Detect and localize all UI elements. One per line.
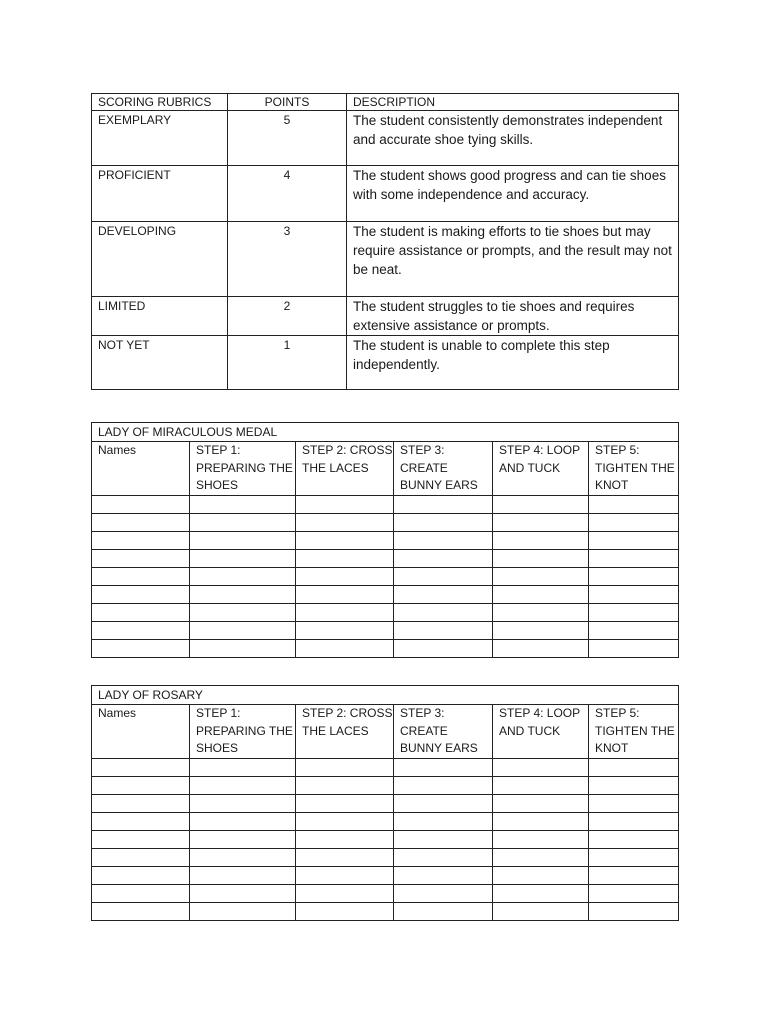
step-score-cell[interactable] [190, 758, 296, 776]
step-score-cell[interactable] [394, 758, 493, 776]
step-score-cell[interactable] [190, 513, 296, 531]
student-row [92, 603, 679, 621]
rubric-description: The student is making efforts to tie shoes but may require assistance or prompts, and the result may not be neat. [347, 222, 679, 297]
step-score-cell[interactable] [493, 794, 589, 812]
rubric-points: 4 [228, 166, 347, 222]
step-score-cell[interactable] [190, 902, 296, 920]
step-3-header: STEP 3: CREATE BUNNY EARS [394, 705, 493, 759]
step-score-cell[interactable] [296, 866, 394, 884]
step-score-cell[interactable] [589, 531, 679, 549]
rubric-description: The student is unable to complete this step independently. [347, 336, 679, 390]
step-score-cell[interactable] [394, 884, 493, 902]
step-1-header: STEP 1: PREPARING THE SHOES [190, 705, 296, 759]
rubric-header-description: DESCRIPTION [347, 94, 679, 111]
step-score-cell[interactable] [296, 830, 394, 848]
step-3-header: STEP 3: CREATE BUNNY EARS [394, 442, 493, 496]
step-score-cell[interactable] [589, 794, 679, 812]
student-name-cell[interactable] [92, 567, 190, 585]
step-1-header: STEP 1: PREPARING THE SHOES [190, 442, 296, 496]
step-score-cell[interactable] [394, 549, 493, 567]
student-row [92, 549, 679, 567]
rubric-row [92, 336, 679, 390]
student-row [92, 776, 679, 794]
student-name-cell[interactable] [92, 549, 190, 567]
step-4-header: STEP 4: LOOP AND TUCK [493, 705, 589, 759]
step-score-cell[interactable] [394, 531, 493, 549]
student-row [92, 902, 679, 920]
step-score-cell[interactable] [296, 794, 394, 812]
class-title: LADY OF ROSARY [92, 686, 679, 705]
names-header: Names [92, 442, 190, 496]
step-score-cell[interactable] [493, 902, 589, 920]
step-score-cell[interactable] [190, 884, 296, 902]
student-name-cell[interactable] [92, 812, 190, 830]
rubric-row [92, 111, 679, 166]
student-name-cell[interactable] [92, 585, 190, 603]
rubric-points: 1 [228, 336, 347, 390]
step-score-cell[interactable] [190, 776, 296, 794]
column-header-row [92, 442, 679, 496]
student-row [92, 513, 679, 531]
student-row [92, 794, 679, 812]
scoring-rubric-table [91, 93, 679, 390]
rubric-description: The student struggles to tie shoes and requires extensive assistance or prompts. [347, 297, 679, 336]
rubric-header-row [92, 94, 679, 111]
rubric-row [92, 166, 679, 222]
step-score-cell[interactable] [296, 776, 394, 794]
step-score-cell[interactable] [190, 812, 296, 830]
rubric-description: The student shows good progress and can tie shoes with some independence and accuracy. [347, 166, 679, 222]
student-name-cell[interactable] [92, 531, 190, 549]
step-score-cell[interactable] [394, 639, 493, 657]
student-row [92, 758, 679, 776]
step-score-cell[interactable] [589, 884, 679, 902]
student-name-cell[interactable] [92, 758, 190, 776]
step-score-cell[interactable] [394, 812, 493, 830]
student-name-cell[interactable] [92, 639, 190, 657]
rubric-points: 2 [228, 297, 347, 336]
step-score-cell[interactable] [493, 621, 589, 639]
step-score-cell[interactable] [394, 848, 493, 866]
step-score-cell[interactable] [296, 531, 394, 549]
step-score-cell[interactable] [589, 812, 679, 830]
step-score-cell[interactable] [190, 848, 296, 866]
rubric-header-level: SCORING RUBRICS [92, 94, 228, 111]
step-score-cell[interactable] [190, 639, 296, 657]
step-score-cell[interactable] [296, 621, 394, 639]
step-score-cell[interactable] [589, 549, 679, 567]
step-score-cell[interactable] [394, 621, 493, 639]
student-name-cell[interactable] [92, 794, 190, 812]
step-score-cell[interactable] [493, 848, 589, 866]
step-score-cell[interactable] [296, 549, 394, 567]
student-name-cell[interactable] [92, 848, 190, 866]
student-row [92, 639, 679, 657]
step-5-header: STEP 5: TIGHTEN THE KNOT [589, 442, 679, 496]
student-row [92, 884, 679, 902]
step-score-cell[interactable] [589, 639, 679, 657]
student-name-cell[interactable] [92, 776, 190, 794]
step-score-cell[interactable] [190, 495, 296, 513]
step-2-header: STEP 2: CROSS THE LACES [296, 705, 394, 759]
step-score-cell[interactable] [394, 495, 493, 513]
step-score-cell[interactable] [394, 567, 493, 585]
student-row [92, 812, 679, 830]
step-score-cell[interactable] [493, 567, 589, 585]
student-name-cell[interactable] [92, 621, 190, 639]
step-score-cell[interactable] [394, 794, 493, 812]
class-title-row [92, 686, 679, 705]
step-score-cell[interactable] [493, 830, 589, 848]
step-score-cell[interactable] [190, 603, 296, 621]
student-row [92, 830, 679, 848]
step-score-cell[interactable] [493, 884, 589, 902]
step-score-cell[interactable] [394, 603, 493, 621]
step-score-cell[interactable] [394, 513, 493, 531]
rubric-header-points: POINTS [228, 94, 347, 111]
step-score-cell[interactable] [493, 603, 589, 621]
step-score-cell[interactable] [296, 884, 394, 902]
step-score-cell[interactable] [589, 621, 679, 639]
step-score-cell[interactable] [589, 585, 679, 603]
rubric-level: NOT YET [92, 336, 228, 390]
rubric-row [92, 222, 679, 297]
step-2-header: STEP 2: CROSS THE LACES [296, 442, 394, 496]
student-name-cell[interactable] [92, 866, 190, 884]
step-score-cell[interactable] [190, 794, 296, 812]
step-score-cell[interactable] [394, 776, 493, 794]
step-score-cell[interactable] [589, 776, 679, 794]
rubric-points: 3 [228, 222, 347, 297]
step-score-cell[interactable] [190, 567, 296, 585]
step-4-header: STEP 4: LOOP AND TUCK [493, 442, 589, 496]
step-score-cell[interactable] [190, 830, 296, 848]
step-score-cell[interactable] [394, 866, 493, 884]
step-score-cell[interactable] [394, 830, 493, 848]
step-score-cell[interactable] [190, 866, 296, 884]
class-table-rosary [91, 685, 679, 921]
step-score-cell[interactable] [589, 848, 679, 866]
step-score-cell[interactable] [296, 639, 394, 657]
step-score-cell[interactable] [589, 758, 679, 776]
rubric-level: DEVELOPING [92, 222, 228, 297]
step-score-cell[interactable] [190, 621, 296, 639]
step-score-cell[interactable] [493, 585, 589, 603]
student-row [92, 866, 679, 884]
student-name-cell[interactable] [92, 513, 190, 531]
step-score-cell[interactable] [296, 567, 394, 585]
student-row [92, 585, 679, 603]
step-score-cell[interactable] [493, 776, 589, 794]
step-score-cell[interactable] [296, 513, 394, 531]
rubric-level: LIMITED [92, 297, 228, 336]
step-score-cell[interactable] [190, 549, 296, 567]
step-score-cell[interactable] [589, 495, 679, 513]
step-score-cell[interactable] [493, 639, 589, 657]
student-name-cell[interactable] [92, 884, 190, 902]
student-row [92, 848, 679, 866]
step-score-cell[interactable] [296, 848, 394, 866]
student-row [92, 531, 679, 549]
step-score-cell[interactable] [493, 495, 589, 513]
step-score-cell[interactable] [493, 866, 589, 884]
step-score-cell[interactable] [394, 902, 493, 920]
step-score-cell[interactable] [493, 758, 589, 776]
student-name-cell[interactable] [92, 495, 190, 513]
step-score-cell[interactable] [394, 585, 493, 603]
step-score-cell[interactable] [493, 531, 589, 549]
step-score-cell[interactable] [296, 585, 394, 603]
class-title: LADY OF MIRACULOUS MEDAL [92, 423, 679, 442]
student-row [92, 495, 679, 513]
rubric-points: 5 [228, 111, 347, 166]
column-header-row [92, 705, 679, 759]
step-score-cell[interactable] [589, 866, 679, 884]
step-5-header: STEP 5: TIGHTEN THE KNOT [589, 705, 679, 759]
student-name-cell[interactable] [92, 603, 190, 621]
student-row [92, 621, 679, 639]
step-score-cell[interactable] [493, 812, 589, 830]
step-score-cell[interactable] [493, 549, 589, 567]
rubric-level: PROFICIENT [92, 166, 228, 222]
step-score-cell[interactable] [296, 902, 394, 920]
step-score-cell[interactable] [589, 902, 679, 920]
rubric-level: EXEMPLARY [92, 111, 228, 166]
step-score-cell[interactable] [493, 513, 589, 531]
step-score-cell[interactable] [296, 495, 394, 513]
step-score-cell[interactable] [589, 567, 679, 585]
step-score-cell[interactable] [589, 513, 679, 531]
student-name-cell[interactable] [92, 830, 190, 848]
step-score-cell[interactable] [296, 758, 394, 776]
class-table-miraculous-medal [91, 422, 679, 658]
names-header: Names [92, 705, 190, 759]
class-title-row [92, 423, 679, 442]
student-row [92, 567, 679, 585]
step-score-cell[interactable] [296, 603, 394, 621]
step-score-cell[interactable] [296, 812, 394, 830]
step-score-cell[interactable] [589, 603, 679, 621]
rubric-row [92, 297, 679, 336]
student-name-cell[interactable] [92, 902, 190, 920]
step-score-cell[interactable] [190, 585, 296, 603]
rubric-description: The student consistently demonstrates independent and accurate shoe tying skills. [347, 111, 679, 166]
step-score-cell[interactable] [589, 830, 679, 848]
step-score-cell[interactable] [190, 531, 296, 549]
